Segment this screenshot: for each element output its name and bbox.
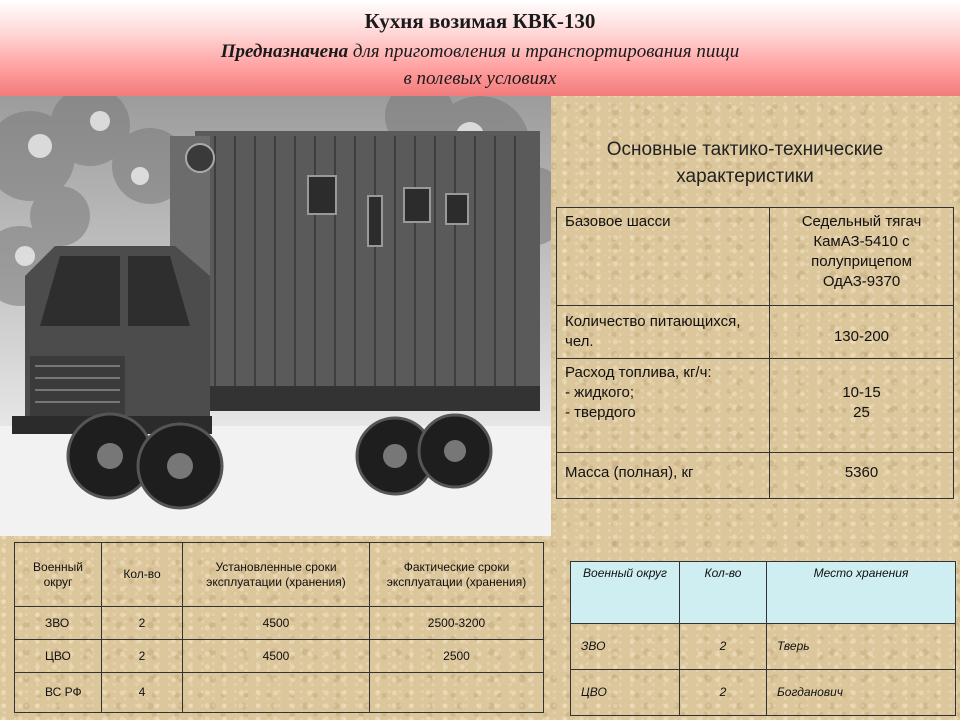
table-header-row <box>15 543 544 607</box>
spec-value: 10-15 25 <box>770 359 954 453</box>
subtitle-line2: в полевых условиях <box>403 68 557 89</box>
table-row <box>15 640 544 673</box>
table-cell: 2500-3200 <box>370 607 544 640</box>
specs-heading: Основные тактико-технические характеристики <box>606 139 884 187</box>
subtitle-rest: для приготовления и транспортирования пищи <box>348 41 740 62</box>
spec-value: 130-200 <box>770 306 954 359</box>
subtitle-bold: Предназначена <box>220 41 349 62</box>
spec-label: Базовое шасси <box>557 208 770 306</box>
slide-title: Кухня возимая КВК-130 <box>364 9 596 33</box>
column-header: Установленные сроки эксплуатации (хранения) <box>183 543 370 607</box>
table-cell: ЦВО <box>571 670 680 716</box>
column-header: Военный округ <box>571 562 680 624</box>
table-row <box>557 208 954 306</box>
table-row <box>571 670 956 716</box>
table-cell: 2500 <box>370 640 544 673</box>
spec-label: Масса (полная), кг <box>557 453 770 499</box>
table-cell <box>183 673 370 713</box>
table-cell: ВС РФ <box>15 673 102 713</box>
spec-label: Расход топлива, кг/ч: - жидкого; - твердого <box>557 359 770 453</box>
table-row <box>557 453 954 499</box>
column-header: Место хранения <box>767 562 956 624</box>
table-cell: ЦВО <box>15 640 102 673</box>
table-row <box>557 359 954 453</box>
table-cell: 4500 <box>183 640 370 673</box>
spec-value: Седельный тягач КамАЗ-5410 с полуприцепом ОдАЗ-9370 <box>770 208 954 306</box>
service-life-table <box>14 542 544 713</box>
column-header: Кол-во <box>680 562 767 624</box>
table-cell <box>370 673 544 713</box>
truck-illustration <box>0 96 551 536</box>
table-cell: Богданович <box>767 670 956 716</box>
slide-header <box>0 0 960 96</box>
table-row <box>15 673 544 713</box>
table-cell: 4500 <box>183 607 370 640</box>
table-cell: Тверь <box>767 624 956 670</box>
table-header-row <box>571 562 956 624</box>
table-cell: 4 <box>102 673 183 713</box>
column-header: Военный округ <box>15 543 102 607</box>
column-header: Фактические сроки эксплуатации (хранения) <box>370 543 544 607</box>
truck-photo <box>0 96 551 536</box>
table-row <box>15 607 544 640</box>
table-cell: 2 <box>102 607 183 640</box>
table-cell: ЗВО <box>571 624 680 670</box>
table-cell: 2 <box>680 670 767 716</box>
table-cell: 2 <box>102 640 183 673</box>
spec-value: 5360 <box>770 453 954 499</box>
table-cell: ЗВО <box>15 607 102 640</box>
column-header: Кол-во <box>102 543 183 607</box>
spec-label: Количество питающихся, чел. <box>557 306 770 359</box>
table-row <box>557 306 954 359</box>
table-row <box>571 624 956 670</box>
specs-table <box>556 207 954 499</box>
table-cell: 2 <box>680 624 767 670</box>
slide-subtitle <box>0 38 960 92</box>
storage-location-table <box>570 561 956 716</box>
